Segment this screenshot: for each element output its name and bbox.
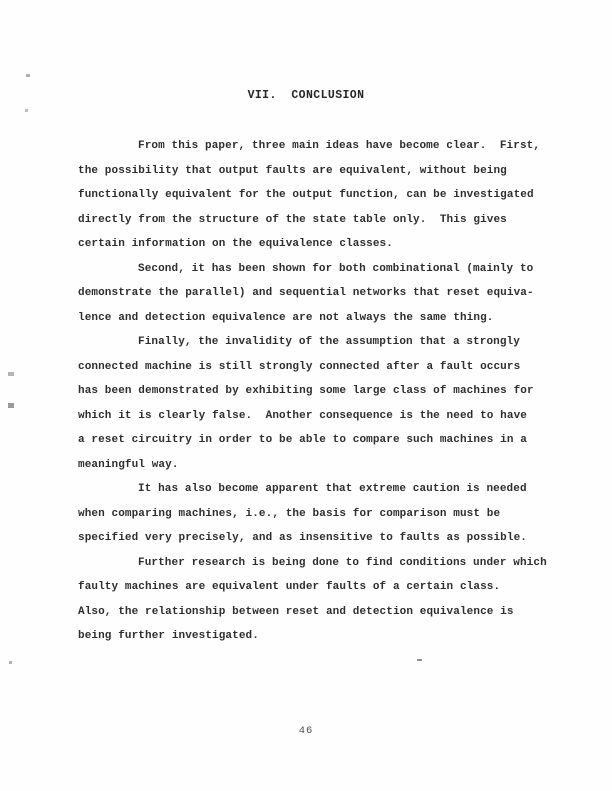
text-line: Finally, the invalidity of the assumption that a strongly <box>138 336 520 348</box>
text-line: demonstrate the parallel) and sequential networks that reset equiva- <box>78 287 534 299</box>
text-line: which it is clearly false. Another consequence is the need to have <box>78 409 527 422</box>
text-line: meaningful way. <box>78 458 179 471</box>
text-line: has been demonstrated by exhibiting some large class of machines for <box>78 385 534 397</box>
text-line: being further investigated. <box>78 630 259 642</box>
text-line: certain information on the equivalence classes. <box>78 238 393 250</box>
text-line: It has also become apparent that extreme caution is needed <box>138 483 527 495</box>
text-line: Also, the relationship between reset and detection equivalence is <box>78 605 514 618</box>
section-title: VII. CONCLUSION <box>247 89 365 102</box>
text-line: functionally equivalent for the output function, can be investigated <box>78 189 534 201</box>
scan-speck <box>8 403 14 408</box>
scan-speck <box>417 659 422 661</box>
scan-speck <box>8 372 14 376</box>
page-number: 46 <box>298 725 314 737</box>
text-line: From this paper, three main ideas have become clear. First, <box>138 140 541 152</box>
scan-speck <box>9 661 12 664</box>
text-line: faulty machines are equivalent under faults of a certain class. <box>78 581 501 593</box>
text-line: directly from the structure of the state table only. This gives <box>78 213 507 226</box>
scan-speck <box>25 109 28 112</box>
text-line: lence and detection equivalence are not always the same thing. <box>78 311 494 324</box>
scan-speck <box>26 74 30 77</box>
text-line: the possibility that output faults are equivalent, without being <box>78 164 507 177</box>
text-line: connected machine is still strongly connected after a fault occurs <box>78 360 521 373</box>
text-line: when comparing machines, i.e., the basis for comparison must be <box>78 507 501 520</box>
text-line: Further research is being done to find conditions under which <box>138 556 547 569</box>
text-line: Second, it has been shown for both combinational (mainly to <box>138 262 534 275</box>
text-line: a reset circuitry in order to be able to compare such machines in a <box>78 434 527 446</box>
body-text <box>78 134 558 649</box>
text-line: specified very precisely, and as insensitive to faults as possible. <box>78 532 527 544</box>
